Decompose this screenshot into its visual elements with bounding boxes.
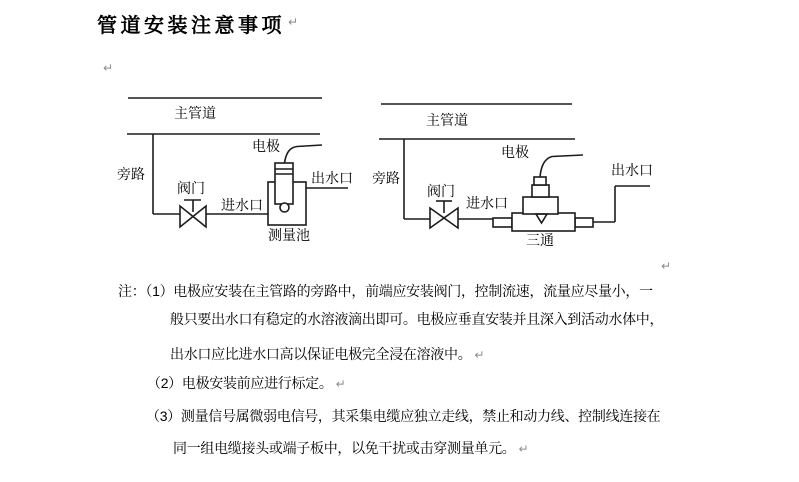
electrode-cable	[540, 155, 583, 177]
note-text: 注：（1）电极应安装在主管路的旁路中，前端应安装阀门，控制流速，流量应尽量小，一	[118, 283, 653, 299]
valve-right-triangle	[444, 208, 458, 228]
note-line-3	[170, 346, 484, 364]
paragraph-mark-icon: ↵	[103, 61, 114, 75]
left-bypass-label: 旁路	[117, 166, 145, 182]
paragraph-mark-icon: ↵	[661, 259, 672, 273]
electrode-cable	[285, 145, 323, 163]
tee-body	[512, 213, 575, 231]
right-inlet-label: 进水口	[466, 195, 508, 211]
electrode-neck	[534, 177, 546, 185]
electrode-mounting-block	[523, 197, 558, 214]
note-text: 同一组电缆接头或端子板中，以免干扰或击穿测量单元。	[173, 440, 516, 456]
left-valve-label: 阀门	[177, 180, 205, 196]
note-line-2	[170, 311, 663, 328]
note-text: （2）电极安装前应进行标定。	[147, 375, 333, 391]
note-line-1	[118, 283, 653, 300]
valve-left-triangle	[180, 206, 193, 227]
note-text: 出水口应比进水口高以保证电极完全浸在溶液中。	[170, 346, 472, 362]
note-line-5	[146, 408, 660, 425]
tee-left-flange	[493, 218, 512, 227]
left-inlet-label: 进水口	[221, 197, 263, 213]
left-vessel-label: 测量池	[268, 227, 310, 243]
left-outlet-label: 出水口	[311, 170, 353, 186]
right-electrode-label: 电极	[501, 144, 529, 160]
electrode-tip-bulb	[280, 203, 289, 212]
valve-left-triangle	[430, 208, 444, 228]
paragraph-mark-icon: ↵	[335, 377, 346, 391]
tee-right-flange	[575, 218, 593, 227]
right-bypass-label: 旁路	[372, 170, 400, 186]
note-line-4	[147, 375, 345, 393]
right-main-pipe-label: 主管道	[426, 112, 468, 128]
paragraph-mark-icon: ↵	[518, 442, 529, 456]
page-title: 管道安装注意事项	[97, 15, 285, 37]
right-tee-label: 三通	[526, 232, 554, 248]
electrode-body	[532, 185, 549, 197]
left-electrode-label: 电极	[252, 138, 280, 154]
right-valve-label: 阀门	[427, 183, 455, 199]
paragraph-mark-icon: ↵	[288, 15, 299, 29]
right-diagram	[379, 104, 650, 231]
note-text: 般只要出水口有稳定的水溶液滴出即可。电极应垂直安装并且深入到活动水体中，	[170, 311, 664, 327]
left-main-pipe-label: 主管道	[174, 105, 216, 121]
right-outlet-label: 出水口	[611, 162, 653, 178]
valve-right-triangle	[193, 206, 206, 227]
note-text: （3）测量信号属微弱电信号，其采集电缆应独立走线，禁止和动力线、控制线连接在	[146, 408, 661, 424]
paragraph-mark-icon: ↵	[474, 348, 485, 362]
note-line-6	[173, 440, 528, 458]
